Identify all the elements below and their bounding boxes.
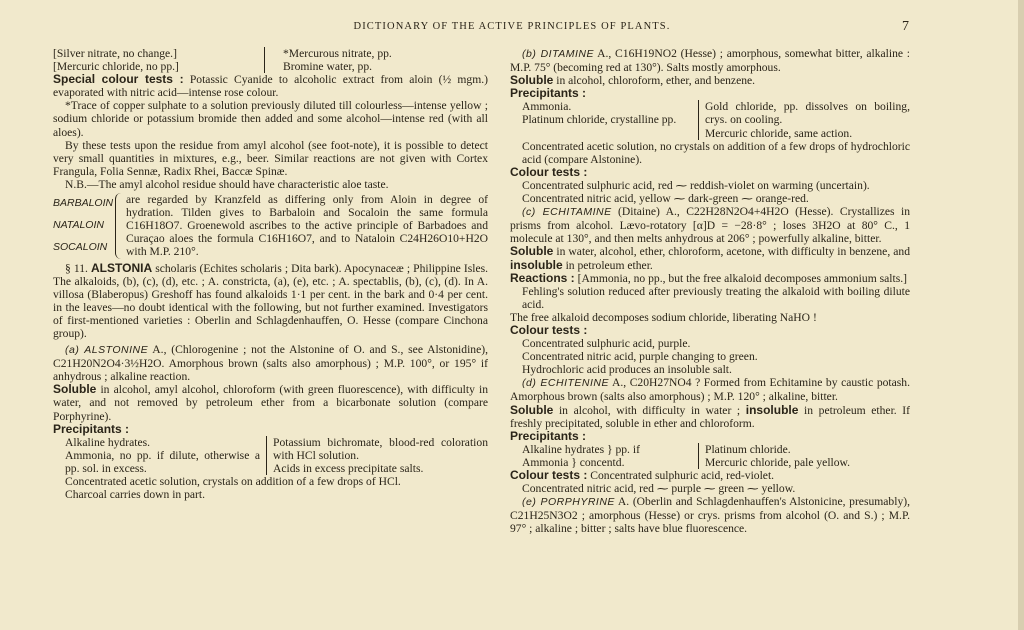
page-number: 7	[902, 19, 909, 34]
trace-paragraph: *Trace of copper sulphate to a solution previously diluted till colourless—intense yellow ; sodium chloride or potassium bromide then added and some alcohol—intense red (with all aloes).	[53, 99, 488, 139]
section-number: § 11.	[65, 261, 88, 275]
soluble-text: in alcohol, amyl alcohol, chloroform (with green fluorescence), with difficulty in water, and not removed by petroleum ether from a bicarbonate solution (compare Porphyrine).	[53, 383, 488, 423]
special-tests-heading: Special colour tests :	[53, 72, 184, 87]
precipitant-item: Platinum chloride, crystalline pp.	[522, 113, 677, 127]
colour-test-item: Hydrochloric acid produces an insoluble salt.	[522, 363, 732, 377]
colour-test-item: Concentrated nitric acid, yellow ⁓ dark-green ⁓ orange-red.	[522, 192, 809, 206]
special-tests-text: Potassic Cyanide to alcoholic extract from aloin (½ mgm.) evaporated with nitric acid—intense rose colour.	[53, 73, 488, 100]
variant-name: BARBALOIN	[53, 197, 114, 210]
running-header: DICTIONARY OF THE ACTIVE PRINCIPLES OF PLANTS.	[353, 21, 671, 32]
precipitants-table	[510, 100, 910, 139]
precipitant-item: Platinum chloride.	[705, 442, 791, 456]
soluble-heading: Soluble	[510, 402, 554, 417]
colour-tests-heading: Colour tests :	[510, 164, 588, 179]
colour-test-item: Concentrated sulphuric acid, red ⁓ reddish-violet on warming (uncertain).	[522, 178, 870, 192]
precipitants-heading: Precipitants :	[510, 428, 587, 443]
soluble-heading: Soluble	[510, 244, 554, 259]
precipitant-item: Ammonia.	[522, 100, 572, 114]
precipitants-table	[53, 436, 488, 475]
precipitant-item: Ammonia, no pp. if dilute, otherwise a pp. sol. in excess.	[65, 448, 260, 475]
alkaloid-text: A., C20H27NO4 ? Formed from Echitamine by caustic potash. Amorphous brown (salts also amorphous) ; M.P. 120° ; alkaline, bitter.	[510, 376, 911, 404]
colour-test-item: Concentrated sulphuric acid, red-violet.	[590, 469, 775, 482]
reaction-item: *Mercurous nitrate, pp.	[283, 47, 392, 60]
precipitants-heading: Precipitants :	[510, 86, 587, 101]
alkaloid-label: (e) PORPHYRINE	[522, 496, 615, 509]
soluble-heading: Soluble	[510, 73, 554, 88]
brace	[115, 193, 124, 258]
reactions-heading: Reactions :	[510, 270, 575, 285]
insoluble-heading: insoluble	[510, 257, 563, 272]
page-edge	[1018, 0, 1024, 630]
section-title: ALSTONIA	[91, 260, 153, 275]
precipitant-item: Acids in excess precipitate salts.	[273, 461, 424, 475]
precipitant-item: Mercuric chloride, pale yellow.	[705, 455, 851, 469]
soluble-text: in alcohol, with difficulty in water ;	[558, 403, 741, 417]
precipitant-item: Alkaline hydrates } pp. if	[522, 442, 640, 456]
nb-note: N.B.—The amyl alcohol residue should have characteristic aloe taste.	[65, 177, 389, 191]
concentrated-note: Concentrated acetic solution, no crystals on addition of a few drops of hydrochloric acid (compare Alstonine).	[522, 139, 910, 166]
reaction-item: [Silver nitrate, no change.]	[53, 47, 177, 60]
alkaloid-text: A., C16H19NO2 (Hesse) ; amorphous, somewhat bitter, alkaline : M.P. 75° (becoming red at 130°). Salts mostly amorphous.	[510, 47, 911, 75]
soluble-text: in water, alcohol, ether, chloroform, acetone, with difficulty in benzene, and	[556, 245, 910, 259]
alkaloid-label: (c) ECHITAMINE	[522, 206, 612, 219]
precipitant-item: Potassium bichromate, blood-red coloration with HCl solution.	[273, 435, 488, 462]
alkaloid-text: A., (Chlorogenine ; not the Alstonine of O. and S., see Alstonidine), C21H20N2O4·3½H2O. Amorphous brown (salts also amorphous) ; M.P. 100°, or 195° if anhydrous ; alkaline reaction.	[53, 343, 489, 384]
precipitant-item: Alkaline hydrates.	[65, 435, 150, 449]
variant-name: SOCALOIN	[53, 241, 108, 254]
alkaloid-label: (d) ECHITENINE	[522, 377, 610, 390]
insoluble-heading: insoluble	[745, 402, 799, 417]
precipitant-item: Mercuric chloride, same action.	[705, 126, 853, 140]
colour-tests-heading: Colour tests :	[510, 468, 588, 482]
detection-paragraph: By these tests upon the residue from amyl alcohol (see foot-note), it is possible to detect very small quantities in mixtures, e.g., beer. Similar reactions are not given with Cortex Frangula, Folia Sennæ, Radix Rhei, Baccæ Spinæ.	[53, 138, 488, 178]
colour-tests-heading: Colour tests :	[510, 322, 588, 337]
soluble-heading: Soluble	[53, 382, 97, 397]
right-column	[510, 47, 910, 535]
insoluble-text: in petroleum ether. If freshly precipitated, soluble in ether and chloroform.	[510, 403, 911, 430]
precipitants-heading: Precipitants :	[53, 421, 130, 436]
variants-text: are regarded by Kranzfeld as differing only from Aloin in degree of hydration. Tilden gives to Barbaloin and Socaloin the same formula C16H18O7. Groenewold ascribes to the active principle of Barbadoes and Curaçao aloes the formula C16H16O7, and to Nataloin C24H26O10+H2O with M.P. 210°.	[126, 193, 488, 259]
precipitant-item: Gold chloride, pp. dissolves on boiling, crys. on cooling.	[705, 100, 910, 127]
alkaloid-text: (Ditaine) A., C22H28N2O4+4H2O (Hesse). Crystallizes in prisms from alcohol. Lævo-rotatory [α]D = −28·8° ; loses 3H2O at 80° C., 1 molecule at 130°, and then melts anhydrous at 206° ; powerfully alkaline, bitter.	[510, 205, 910, 246]
free-alkaloid-note: The free alkaloid decomposes sodium chloride, liberating NaHO !	[510, 310, 817, 324]
precipitant-item: Ammonia } concentd.	[522, 455, 625, 469]
colour-test-item: Concentrated sulphuric acid, purple.	[522, 337, 691, 351]
aloin-variants-block	[53, 193, 488, 258]
left-column	[53, 47, 488, 501]
soluble-text: in alcohol, chloroform, ether, and benzene.	[556, 74, 756, 88]
precipitants-table	[510, 443, 910, 469]
fehling-note: Fehling's solution reduced after previously treating the alkaloid with boiling dilute acid.	[522, 284, 910, 311]
reactions-text: [Ammonia, no pp., but the free alkaloid decomposes ammonium salts.]	[577, 271, 907, 285]
charcoal-note: Charcoal carries down in part.	[65, 488, 206, 502]
insoluble-text: in petroleum ether.	[565, 258, 653, 272]
colour-test-item: Concentrated nitric acid, purple changing to green.	[522, 350, 758, 364]
reaction-item: [Mercuric chloride, no pp.]	[53, 60, 179, 74]
concentrated-note: Concentrated acetic solution, crystals on addition of a few drops of HCl.	[65, 475, 401, 488]
variant-name: NATALOIN	[53, 219, 104, 232]
alkaloid-text: A. (Oberlin and Schlagdenhauffen's Alstonicine, presumably), C21H25N3O2 ; amorphous (Hesse) or crys. prisms from alcohol (O. and S.) ; M.P. 97° ; alkaline ; bitter ; salts have blue fluorescence.	[510, 495, 910, 536]
alkaloid-label: (b) DITAMINE	[522, 48, 594, 60]
reaction-table-top	[53, 47, 488, 73]
section-text: scholaris (Echites scholaris ; Dita bark). Apocynaceæ ; Philippine Isles. The alkaloids, (b), (c), (d), etc. ; A. constricta, (a), (e), etc. ; A. spectablis, (b), (c), (d). In A. villosa (Blaberopus) Greshoff has found alkaloids 1·1 per cent. in the bark and 0·4 per cent. in the leaves—no doubt identical with the following, but not further examined. Investigators of first-mentioned varieties : Oberlin and Schlagdenhauffen, O. Hesse (compare Cinchona group).	[53, 261, 489, 340]
reaction-item: Bromine water, pp.	[283, 60, 373, 74]
alkaloid-label: (a) ALSTONINE	[65, 344, 149, 357]
colour-test-item: Concentrated nitric acid, red ⁓ purple ⁓ green ⁓ yellow.	[522, 482, 796, 496]
